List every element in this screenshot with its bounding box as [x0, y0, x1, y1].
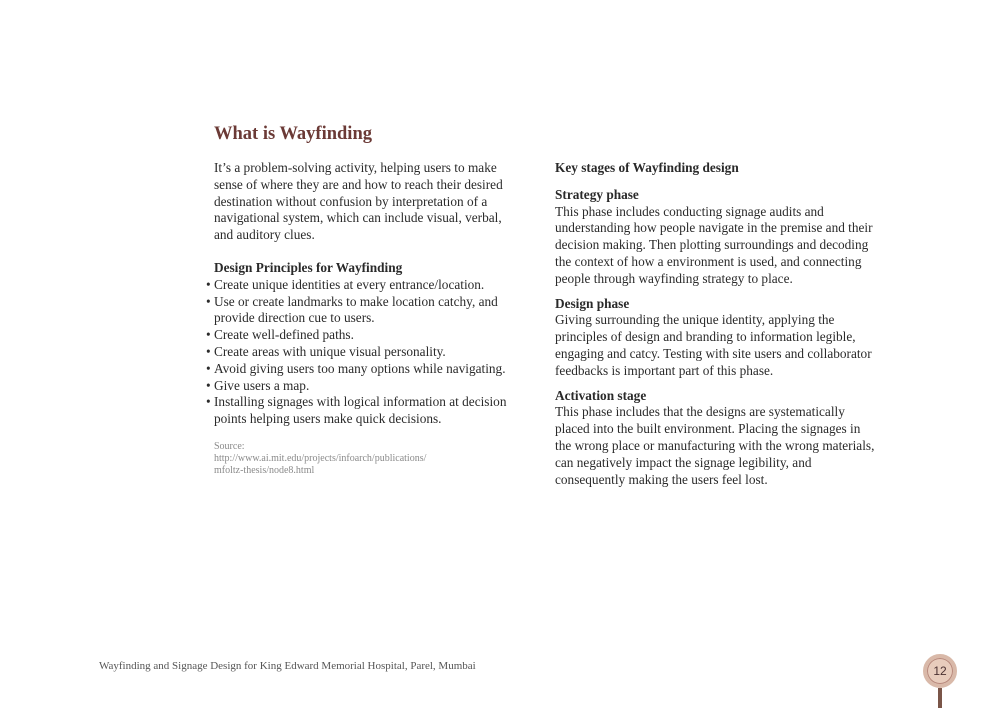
list-item: • Use or create landmarks to make location catchy, and provide direction cue to users.	[214, 294, 514, 328]
list-item: • Give users a map.	[214, 378, 514, 395]
source-citation	[214, 441, 514, 477]
stage-activation	[555, 388, 875, 489]
stage-strategy	[555, 187, 875, 288]
footer-text: Wayfinding and Signage Design for King Edward Memorial Hospital, Parel, Mumbai	[99, 660, 476, 672]
list-item: • Avoid giving users too many options while navigating.	[214, 361, 514, 378]
stage-text: This phase includes that the designs are systematically placed into the built environment. Placing the signages in the wrong place or manufacturing with the wrong materials, can negatively impact the signage legibility, and consequently making the users feel lost.	[555, 404, 875, 487]
page-title: What is Wayfinding	[214, 124, 372, 144]
stage-design	[555, 296, 875, 380]
stages-heading: Key stages of Wayfinding design	[555, 160, 739, 175]
principles-heading: Design Principles for Wayfinding	[214, 259, 403, 275]
stage-title: Activation stage	[555, 387, 647, 403]
stage-title: Design phase	[555, 295, 630, 311]
list-item: • Create well-defined paths.	[214, 327, 514, 344]
stage-text: This phase includes conducting signage audits and understanding how people navigate in the premise and their decision making. Then plotting surroundings and decoding the context of how a environment is used, and connecting people through wayfinding strategy to place.	[555, 203, 873, 286]
right-column	[555, 160, 875, 496]
source-url-line: http://www.ai.mit.edu/projects/infoarch/publications/	[214, 452, 427, 464]
page-marker-stem	[938, 688, 942, 708]
left-column	[214, 160, 514, 477]
list-item: • Installing signages with logical information at decision points helping users make quick decisions.	[214, 394, 514, 428]
page-number-badge: 12	[923, 654, 957, 688]
list-item: • Create unique identities at every entrance/location.	[214, 277, 514, 294]
source-label: Source:	[214, 440, 245, 452]
source-url-line: mfoltz-thesis/node8.html	[214, 464, 315, 476]
list-item: • Create areas with unique visual personality.	[214, 344, 514, 361]
principles-list	[214, 277, 514, 428]
stage-title: Strategy phase	[555, 186, 639, 202]
intro-paragraph: It’s a problem-solving activity, helping users to make sense of where they are and how to reach their desired destination without confusion by interpretation of a navigational system, which can include visual, verbal, and auditory clues.	[214, 160, 503, 243]
stage-text: Giving surrounding the unique identity, applying the principles of design and branding to information legible, engaging and catcy. Testing with site users and collaborator feedbacks is important part of this phase.	[555, 312, 872, 378]
